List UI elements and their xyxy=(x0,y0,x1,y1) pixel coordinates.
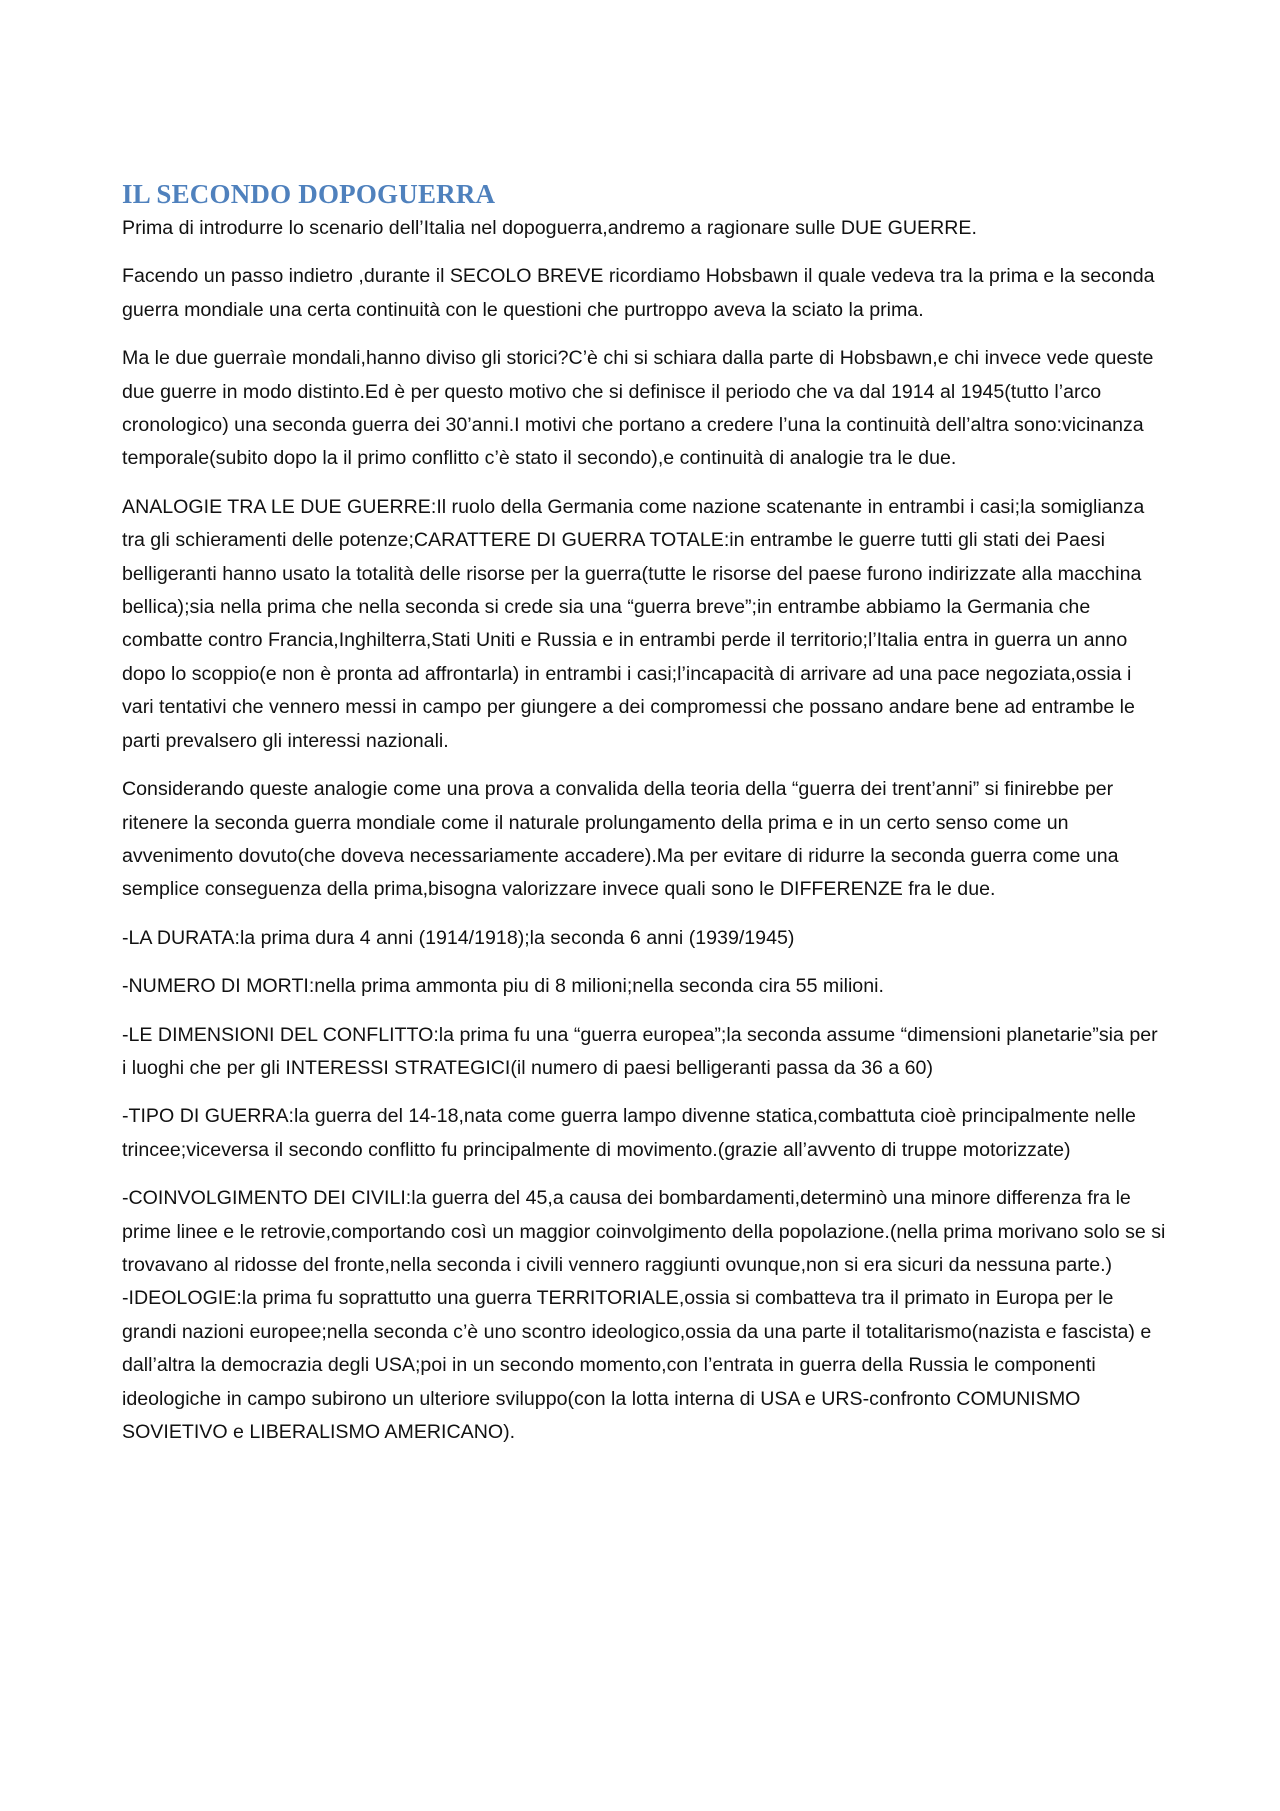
document-title: IL SECONDO DOPOGUERRA xyxy=(122,179,496,209)
paragraph-civili: -COINVOLGIMENTO DEI CIVILI:la guerra del 45,a causa dei bombardamenti,determinò una minore differenza fra le prime linee e le retrovie,comportando così un maggior coinvolgimento della popolazione.(nella prima morivano solo se si trovavano al ridosse del fronte,nella seconda i civili vennero raggiunti ovunque,non si era sicuri da nessuna parte.) xyxy=(122,1187,1166,1276)
paragraph-dimensioni: -LE DIMENSIONI DEL CONFLITTO:la prima fu una “guerra europea”;la seconda assume “dimensioni planetarie”sia per i luoghi che per gli INTERESSI STRATEGICI(il numero di paesi belligeranti passa da 36 a 60) xyxy=(122,1023,1158,1079)
paragraph-tipo-guerra: -TIPO DI GUERRA:la guerra del 14-18,nata come guerra lampo divenne statica,combattuta cioè principalmente nelle trincee;viceversa il secondo conflitto fu principalmente di movimento.(grazie all’avvento di truppe motorizzate) xyxy=(122,1105,1136,1161)
paragraph-ideologie: -IDEOLOGIE:la prima fu soprattutto una guerra TERRITORIALE,ossia si combatteva tra il primato in Europa per le grandi nazioni europee;nella seconda c’è uno scontro ideologico,ossia da una parte il totalitarismo(nazista e fascista) e dall’altra la democrazia degli USA;poi in un secondo momento,con l’entrata in guerra della Russia le componenti ideologiche in campo subirono un ulteriore sviluppo(con la lotta interna di USA e URS-confronto COMUNISMO SOVIETIVO e LIBERALISMO AMERICANO). xyxy=(122,1287,1152,1443)
paragraph-analogie: ANALOGIE TRA LE DUE GUERRE:Il ruolo della Germania come nazione scatenante in entrambi i casi;la somiglianza tra gli schieramenti delle potenze;CARATTERE DI GUERRA TOTALE:in entrambe le guerre tutti gli stati dei Paesi belligeranti hanno usato la totalità delle risorse per la guerra(tutte le risorse del paese furono indirizzate alla macchina bellica);sia nella prima che nella seconda si crede sia una “guerra breve”;in entrambe abbiamo la Germania che combatte contro Francia,Inghilterra,Stati Uniti e Russia e in entrambi perde il territorio;l’Italia entra in guerra un anno dopo lo scoppio(e non è pronta ad affrontarla) in entrambi i casi;l’incapacità di arrivare ad una pace negoziata,ossia i vari tentativi che vennero messi in campo per giungere a dei compromessi che possano andare bene ad entrambe le parti prevalsero gli interessi nazionali. xyxy=(122,495,1145,752)
paragraph-secolo-breve: Facendo un passo indietro ,durante il SECOLO BREVE ricordiamo Hobsbawn il quale vedeva tra la prima e la seconda guerra mondiale una certa continuità con le questioni che purtroppo aveva la sciato la prima. xyxy=(122,265,1155,321)
paragraph-storici: Ma le due guerraìe mondali,hanno diviso gli storici?C’è chi si schiara dalla parte di Hobsbawn,e chi invece vede queste due guerre in modo distinto.Ed è per questo motivo che si definisce il periodo che va dal 1914 al 1945(tutto l’arco cronologico) una seconda guerra dei 30’anni.I motivi che portano a credere l’una la continuità dell’altra sono:vicinanza temporale(subito dopo la il primo conflitto c’è stato il secondo),e continuità di analogie tra le due. xyxy=(122,347,1154,470)
paragraph-durata: -LA DURATA:la prima dura 4 anni (1914/1918);la seconda 6 anni (1939/1945) xyxy=(122,926,795,949)
paragraph-considerando: Considerando queste analogie come una prova a convalida della teoria della “guerra dei trent’anni” si finirebbe per ritenere la seconda guerra mondiale come il naturale prolungamento della prima e in un certo senso come un avvenimento dovuto(che doveva necessariamente accadere).Ma per evitare di ridurre la seconda guerra come una semplice conseguenza della prima,bisogna valorizzare invece quali sono le DIFFERENZE fra le due. xyxy=(122,778,1119,901)
paragraph-intro: Prima di introdurre lo scenario dell’Italia nel dopoguerra,andremo a ragionare sulle DUE GUERRE. xyxy=(122,217,977,239)
document-body xyxy=(122,170,1167,1464)
paragraph-numero-morti: -NUMERO DI MORTI:nella prima ammonta piu di 8 milioni;nella seconda cira 55 milioni. xyxy=(122,975,884,998)
